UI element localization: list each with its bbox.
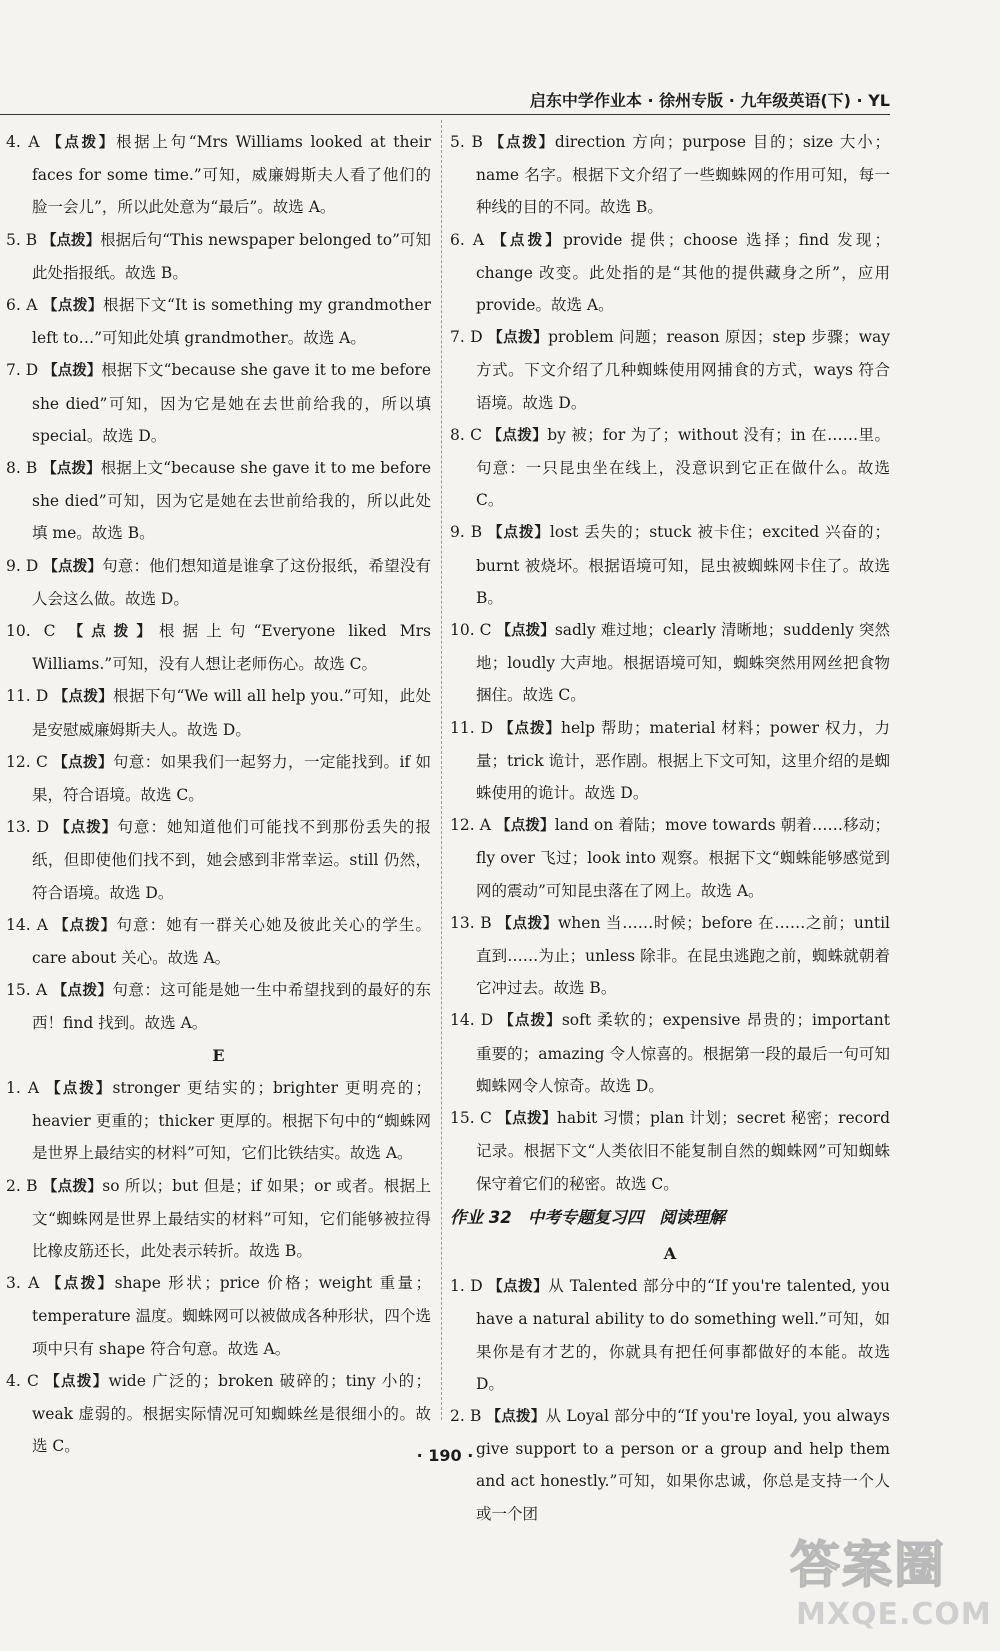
answer-item [6,1072,431,1170]
answer-number: 12. A [450,816,497,835]
answer-explanation: by 被；for 为了；without 没有；in 在……里。句意：一只昆虫坐在线上，没意识到它正在做什么。故选 C。 [476,425,890,510]
answer-item [6,126,431,224]
answer-number: 1. D [450,1277,489,1296]
watermark-logo-text: 答案圈 [790,1536,946,1594]
answer-item [6,224,431,289]
answer-item [6,811,431,909]
hint-tag: 【点拨】 [497,915,559,932]
right-column [450,126,890,1530]
answer-item [450,907,890,1005]
hint-tag: 【点拨】 [499,1013,562,1030]
answer-number: 9. B [450,523,488,542]
chapter-heading-part: 中考专题复习四 [527,1207,644,1227]
answer-number: 4. A [6,133,48,151]
answer-number: 8. C [450,425,488,444]
answer-explanation: 句意：她有一群关心她及彼此关心的学生。care about 关心。故选 A。 [32,915,431,968]
header-rule [0,114,890,115]
answer-number: 14. D [450,1011,500,1030]
answer-item [450,614,890,712]
answer-explanation: wide 广泛的；broken 破碎的；tiny 小的；weak 虚弱的。根据实际情况可知蜘蛛丝是很细小的。故选 C。 [32,1371,431,1456]
hint-tag: 【点拨】 [43,363,102,380]
answer-explanation: 根据上文“because she gave it to me before she died”可知，因为它是她在去世前给我的，所以此处填 me。故选 B。 [32,459,432,543]
answer-explanation: shape 形状；price 价格；weight 重量；temperature 温度。蜘蛛网可以被做成各种形状，四个选项中只有 shape 符合句意。故选 A。 [32,1274,432,1358]
answer-number: 15. C [450,1109,498,1128]
hint-tag: 【点拨】 [53,917,117,934]
answer-explanation: 根据下文“because she gave it to me before she died”可知，因为它是她在去世前给我的，所以填 special。故选 D。 [32,361,431,445]
answer-explanation: 句意：她知道他们可能找不到那份丢失的报纸，但即使他们找不到，她会感到非常幸运。still 仍然，符合语境。故选 D。 [32,818,431,902]
answer-number: 3. A [6,1274,47,1293]
answer-explanation: habit 习惯；plan 计划；secret 秘密；record 记录。根据下文“人类依旧不能复制自然的蜘蛛网”可知蜘蛛保守着它们的秘密。故选 C。 [476,1109,890,1193]
answer-number: 6. A [6,296,43,315]
chapter-heading-part: 作业 32 [450,1207,512,1227]
answer-number: 12. C [6,752,54,771]
watermark-url: MXQE.COM [796,1597,992,1632]
answer-explanation: 根据上句“Everyone liked Mrs Williams.”可知，没有人想让老师伤心。故选 C。 [32,622,431,674]
answer-number: 8. B [6,459,43,478]
hint-tag: 【点拨】 [497,1111,557,1128]
answer-explanation: 根据下句“We will all help you.”可知，此处是安慰威廉姆斯夫人。故选 D。 [32,687,431,739]
answer-explanation: direction 方向；purpose 目的；size 大小；name 名字。根据下文介绍了一些蜘蛛网的作用可知，每一种线的目的不同。故选 B。 [476,133,891,217]
hint-tag: 【点拨】 [492,232,563,249]
section-heading: E [212,1045,225,1065]
answer-explanation: problem 问题；reason 原因；step 步骤；way 方式。下文介绍了几种蜘蛛使用网捕食的方式，ways 符合语境。故选 D。 [476,328,891,412]
hint-tag: 【点拨】 [46,1276,115,1293]
answer-item [450,321,890,419]
hint-tag: 【点拨】 [53,689,114,706]
hint-tag: 【点拨】 [486,1408,546,1425]
left-column [6,126,431,1462]
hint-tag: 【点拨】 [42,461,101,478]
hint-tag: 【点拨】 [488,330,549,347]
answer-explanation: 句意：如果我们一起努力，一定能找到。if 如果，符合语境。故选 C。 [32,752,432,805]
answer-explanation: 根据下文“It is something my grandmother left to…”可知此处填 grandmother。故选 A。 [32,296,431,348]
answer-number: 5. B [6,230,43,249]
hint-tag: 【点拨】 [53,754,113,771]
answer-number: 7. D [450,328,489,347]
answer-item [6,746,431,811]
answer-item [450,419,890,517]
answer-explanation: 根据上句“Mrs Williams looked at their faces for some time.”可知，威廉姆斯夫人看了他们的脸一会儿”，所以此处意为“最后”。故选 A。 [32,133,432,217]
hint-tag: 【点拨】 [42,298,103,315]
answer-item [6,289,431,354]
hint-tag: 【点拨】 [42,232,101,249]
hint-tag: 【点拨】 [498,720,562,737]
answer-explanation: provide 提供；choose 选择；find 发现；change 改变。此处指的是“其他的提供藏身之所”，应用 provide。故选 A。 [476,230,891,315]
hint-tag: 【点拨】 [45,1373,109,1390]
answer-item [450,1270,890,1400]
hint-tag: 【点拨】 [42,1178,103,1195]
hint-tag: 【点拨】 [488,1279,549,1296]
answer-item [6,354,431,452]
answer-number: 11. D [6,687,54,706]
answer-item [450,1102,890,1200]
hint-tag: 【点拨】 [46,1080,113,1097]
answer-number: 13. D [6,818,56,837]
answer-item [6,974,431,1039]
page-number: · 190 · [416,1446,474,1465]
answer-item [6,1170,431,1268]
answer-item [450,1004,890,1102]
answer-item [450,224,890,322]
answer-explanation: soft 柔软的；expensive 昂贵的；important 重要的；amazing 令人惊喜的。根据第一段的最后一句可知蜘蛛网令人惊奇。故选 D。 [476,1011,890,1095]
answer-item [450,712,890,810]
answer-explanation: 句意：他们想知道是谁拿了这份报纸，希望没有人会这么做。故选 D。 [32,556,432,608]
answer-number: 14. A [6,915,54,934]
hint-tag: 【点拨】 [55,820,118,837]
answer-item [450,516,890,614]
chapter-heading-part: 阅读理解 [659,1207,726,1227]
watermark-logo [790,1525,995,1645]
answer-explanation: stronger 更结实的；brighter 更明亮的；heavier 更重的；thicker 更厚的。根据下句中的“蜘蛛网是世界上最结实的材料”可知，它们比铁结实。故选 A。 [32,1078,431,1163]
answer-number: 9. D [6,556,44,575]
answer-item [6,615,431,680]
hint-tag: 【点拨】 [488,525,550,542]
answer-explanation: sadly 难过地；clearly 清晰地；suddenly 突然地；loudly 大声地。根据语境可知，蜘蛛突然用网丝把食物捆住。故选 C。 [476,621,890,705]
answer-explanation: 句意：这可能是她一生中希望找到的最好的东西！find 找到。故选 A。 [32,981,431,1033]
answer-number: 2. B [450,1406,487,1425]
answer-number: 7. D [6,361,44,380]
hint-tag: 【点拨】 [489,135,555,151]
answer-number: 15. A [6,981,53,1000]
chapter-heading [450,1202,890,1234]
answer-item [6,909,431,974]
answer-number: 2. B [6,1176,43,1195]
answer-number: 10. C [6,622,69,641]
hint-tag: 【点拨】 [496,818,555,835]
answer-number: 4. C [6,1371,46,1390]
answer-number: 5. B [450,133,490,151]
hint-tag: 【点拨】 [52,983,113,1000]
answer-item [450,126,890,224]
hint-tag: 【点拨】 [47,135,116,151]
hint-tag: 【点拨】 [43,558,103,575]
answer-number: 10. C [450,621,497,640]
hint-tag: 【点拨】 [496,623,555,640]
answer-item [450,809,890,907]
answer-explanation: land on 着陆；move towards 朝着……移动；fly over 飞过；look into 观察。根据下文“蜘蛛能够感觉到网的震动”可知昆虫落在了网上。故选 A。 [476,816,890,900]
column-divider [441,120,442,1420]
answer-number: 11. D [450,718,499,737]
answer-number: 13. B [450,913,498,932]
answer-item [6,452,431,550]
answer-item [6,1267,431,1365]
answer-explanation: 从 Loyal 部分中的“If you're loyal, you always give support to a person or a group and help them and act honestly.”可知，如果你忠诚，你总是支持一个人或一个团 [476,1406,890,1523]
answer-explanation: help 帮助；material 材料；power 权力，力量；trick 诡计，恶作剧。根据上下文可知，这里介绍的是蜘蛛使用的诡计。故选 D。 [476,718,891,803]
answer-explanation: 从 Talented 部分中的“If you're talented, you have a natural ability to do something well.”可知，如果你是有才艺的，你就具有把任何事都做好的本能。故选 D。 [476,1277,890,1393]
answer-number: 6. A [450,230,493,249]
hint-tag: 【点拨】 [487,427,548,444]
hint-tag: 【点拨】 [68,624,160,641]
answer-item [6,680,431,745]
running-header: 启东中学作业本 · 徐州专版 · 九年级英语(下) · YL [529,91,890,110]
answer-explanation: when 当……时候；before 在……之前；until 直到……为止；unless 除非。在昆虫逃跑之前，蜘蛛就朝着它冲过去。故选 B。 [476,913,890,998]
answer-number: 1. A [6,1078,47,1097]
section-heading: A [663,1243,677,1263]
answer-item [6,550,431,615]
answer-explanation: 根据后句“This newspaper belonged to”可知此处指报纸。故选 B。 [32,230,431,282]
answer-explanation: so 所以；but 但是；if 如果；or 或者。根据上文“蜘蛛网是世界上最结实的材料”可知，它们能够被拉得比橡皮筋还长，此处表示转折。故选 B。 [32,1176,431,1260]
answer-explanation: lost 丢失的；stuck 被卡住；excited 兴奋的；burnt 被烧坏。根据语境可知，昆虫被蜘蛛网卡住了。故选 B。 [476,523,890,607]
